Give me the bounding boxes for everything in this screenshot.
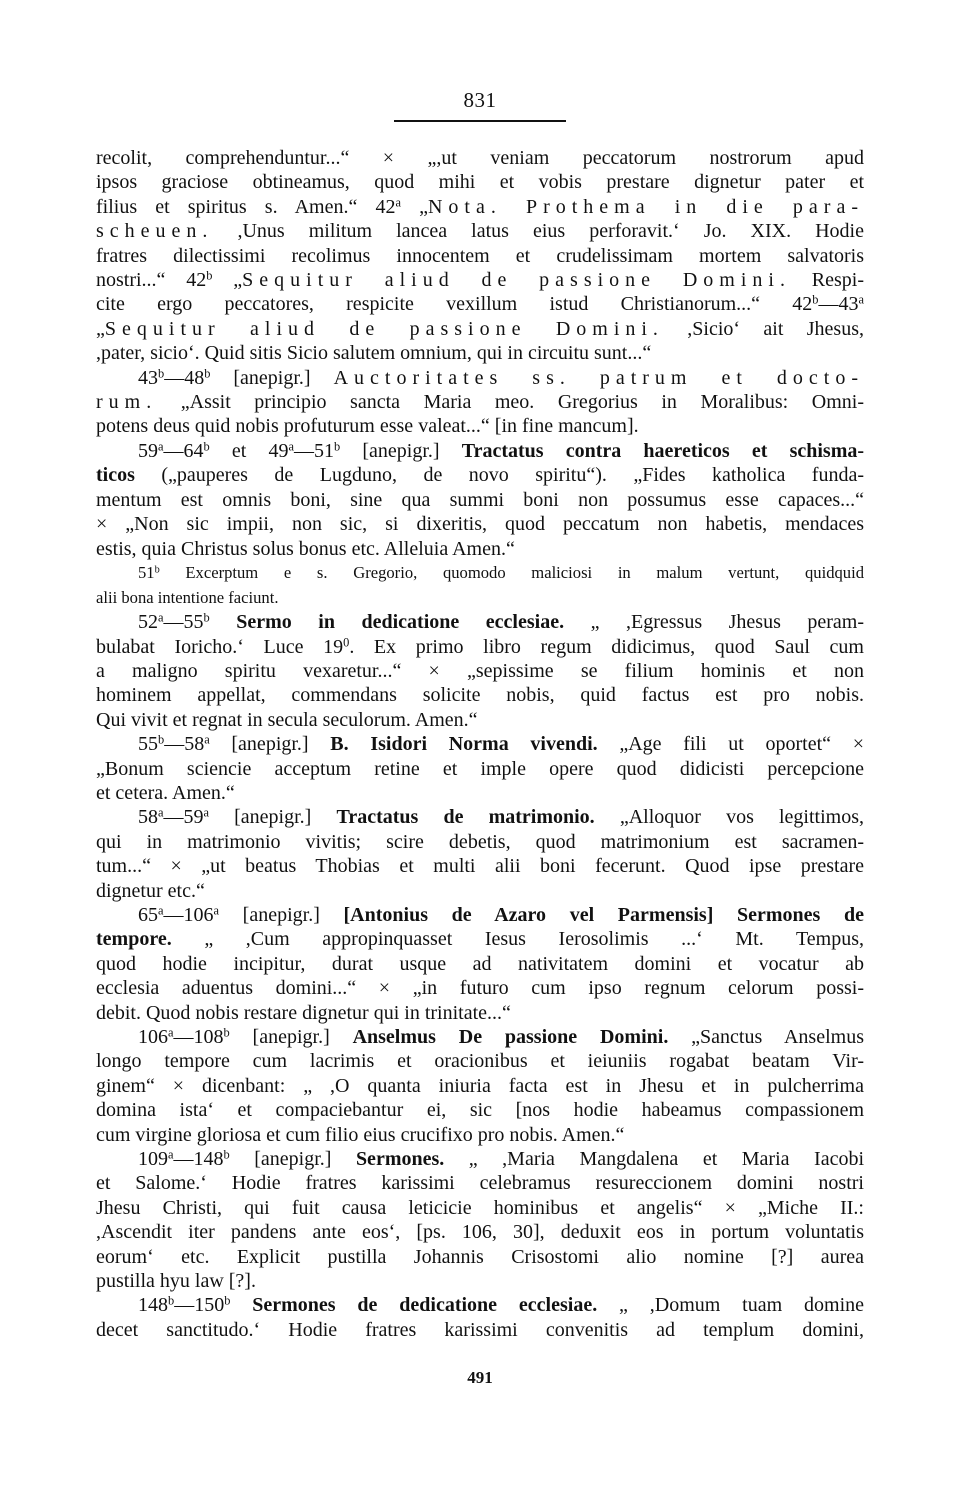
text-segment: 55: [138, 733, 158, 756]
text-line: [96, 635, 864, 659]
text-segment: —55: [163, 611, 204, 634]
text-segment: Qui vivit et regnat in secula seculorum. Amen.“: [96, 708, 478, 731]
text-segment: cite ergo peccatores, respicite vexillum istud Christianorum...“ 42: [96, 293, 813, 316]
text-line: [96, 292, 864, 316]
bold-title: Tractatus contra haereticos et schisma-: [461, 439, 865, 462]
text-segment: „Bonum sciencie acceptum retine et imple opere quod didicisti percepcione: [96, 757, 864, 780]
text-line: [96, 244, 864, 268]
bold-title: tempore.: [96, 928, 172, 951]
bold-title: Anselmus De passione Domini.: [352, 1026, 669, 1048]
bold-title: ticos: [96, 464, 135, 487]
superscript: b: [204, 366, 211, 381]
header-rule: [394, 120, 566, 122]
text-line: [96, 195, 864, 219]
text-segment: 65: [138, 903, 158, 926]
text-segment: longo tempore cum lacrimis et oracionibus et ieiuniis rogabat beatam Vir-: [96, 1050, 864, 1073]
text-segment: dignetur etc.“: [96, 879, 205, 902]
text-segment: ,pater, sicio‘. Quid sitis Sicio salutem omnium, qui in circuitu sunt...“: [96, 342, 652, 365]
spaced-heading: Sequitur aliud de passione Domini.: [242, 269, 791, 292]
superscript: a: [858, 293, 864, 307]
text-segment: et 49: [209, 439, 289, 462]
bold-title: [Antonius de Azaro vel Parmensis] Sermones de: [343, 903, 864, 926]
text-segment: „: [400, 195, 428, 218]
bold-title: Tractatus de matrimonio.: [336, 806, 595, 829]
text-segment: Jhesu Christi, qui fuit causa leticicie hominibus et angelis“ × „Miche II.:: [96, 1196, 864, 1219]
superscript: b: [203, 439, 210, 454]
text-segment: 58: [138, 806, 158, 829]
text-segment: —59: [163, 806, 204, 829]
text-segment: 59: [138, 439, 158, 462]
text-segment: Respi-: [790, 269, 865, 292]
text-segment: recolit, comprehenduntur...“ × „,ut veniam peccatorum nostrorum apud: [96, 147, 864, 169]
catalogue-text: [96, 146, 864, 1342]
text-line: [96, 854, 864, 878]
text-segment: mentum est omnis boni, sine qua summi boni non possumus esse capaces...“: [96, 488, 864, 511]
text-segment: Excerptum e s. Gregorio, quomodo maliciosi in malum vertunt, quidquid: [159, 562, 864, 582]
text-line: [96, 1171, 864, 1195]
text-segment: fratres dilectissimi recolimus innocentem et crudelissimam mortem salvatoris: [96, 244, 864, 267]
text-segment: 106: [138, 1026, 168, 1048]
superscript: b: [158, 366, 165, 381]
text-segment: 51: [138, 562, 155, 582]
superscript: b: [168, 1294, 175, 1309]
text-segment: quod hodie incipitur, durat usque ad nativitatem domini et vocatur ab: [96, 952, 864, 975]
bold-title: Sermo in dedicatione ecclesiae.: [236, 611, 565, 634]
superscript: a: [158, 610, 164, 625]
superscript: b: [203, 610, 210, 625]
text-line: [96, 976, 864, 1000]
text-segment: —51: [293, 439, 334, 462]
text-segment: tum...“ × „ut beatus Thobias et multi alii boni fecerunt. Quod ipse prestare: [96, 855, 864, 878]
text-line: [96, 1123, 864, 1147]
text-segment: 52: [138, 611, 158, 634]
text-segment: bulabat Ioricho.‘ Luce 19: [96, 635, 344, 658]
text-line: [96, 757, 864, 781]
superscript: b: [206, 268, 213, 283]
bold-title: B. Isidori Norma vivendi.: [330, 733, 598, 756]
text-segment: 148: [138, 1294, 168, 1317]
text-segment: qui in matrimonio vivitis; scire debetis, quod matrimonium est sacramen-: [96, 830, 864, 853]
spaced-heading: rum.: [96, 391, 158, 414]
text-line: [96, 1025, 864, 1049]
text-line: [96, 341, 864, 365]
text-line: [96, 610, 864, 634]
page-footer: [0, 1368, 960, 1388]
text-line: [96, 586, 864, 611]
text-line: [96, 1293, 864, 1317]
text-line: [96, 463, 864, 487]
text-segment: —150: [174, 1294, 225, 1317]
superscript: a: [168, 1147, 174, 1162]
text-line: [96, 170, 864, 194]
superscript: b: [223, 1025, 230, 1040]
text-line: [96, 1049, 864, 1073]
superscript: 0: [343, 635, 350, 650]
text-segment: [anepigr.]: [210, 366, 334, 389]
superscript: b: [154, 564, 160, 576]
superscript: a: [168, 1025, 174, 1040]
text-segment: a maligno spiritu vexaretur...“ × „sepissime se filium hominis et non: [96, 659, 864, 682]
text-segment: × „Non sic impii, non sic, si dixeritis, quod peccatum non habetis, mendaces: [96, 513, 864, 536]
superscript: a: [158, 903, 164, 918]
superscript: a: [213, 903, 219, 918]
text-segment: —108: [173, 1026, 224, 1048]
superscript: b: [223, 1147, 230, 1162]
text-segment: „ ,Egressus Jhesus peram-: [564, 611, 865, 634]
superscript: a: [288, 439, 294, 454]
text-line: [96, 366, 864, 390]
spaced-heading: Sequitur aliud de passione Domini.: [104, 317, 664, 340]
text-segment: ,Sicio‘ ait Jhesus,: [663, 317, 864, 340]
text-line: [96, 268, 864, 292]
text-line: [96, 537, 864, 561]
bold-title: Sermones.: [355, 1148, 445, 1171]
text-line: [96, 1196, 864, 1220]
page-number: 831: [463, 88, 497, 112]
text-line: [96, 708, 864, 732]
text-segment: cum virgine gloriosa et cum filio eius crucifixo pro nobis. Amen.“: [96, 1123, 625, 1146]
superscript: a: [158, 805, 164, 820]
text-segment: —48: [164, 366, 205, 389]
text-segment: —64: [163, 439, 204, 462]
text-line: [96, 414, 864, 438]
text-segment: et Salome.‘ Hodie fratres karissimi celebramus resureccionem domini nostri: [96, 1172, 864, 1195]
text-segment: [anepigr.]: [229, 1026, 353, 1048]
text-line: [96, 146, 864, 170]
text-segment: decet sanctitudo.‘ Hodie fratres karissimi convenitis ad templum domini,: [96, 1318, 864, 1341]
text-line: [96, 879, 864, 903]
text-line: [96, 1269, 864, 1293]
text-segment: nostri...“ 42: [96, 269, 207, 292]
text-segment: estis, quia Christus solus bonus etc. Alleluia Amen.“: [96, 537, 515, 560]
text-segment: 43: [138, 366, 158, 389]
text-line: [96, 732, 864, 756]
text-line: [96, 659, 864, 683]
text-line: [96, 1318, 864, 1342]
text-segment: 109: [138, 1148, 168, 1171]
text-segment: „ ,Domum tuam domine: [597, 1294, 865, 1317]
text-line: [96, 1220, 864, 1244]
spaced-heading: Nota. Prothema in die para-: [427, 195, 864, 218]
text-line: [96, 1245, 864, 1269]
text-segment: ecclesia aduentus domini...“ × „in futuro cum ipso regnum celorum possi-: [96, 977, 864, 1000]
text-segment: „: [212, 269, 243, 292]
text-segment: [anepigr.]: [340, 439, 462, 462]
text-line: [96, 1098, 864, 1122]
superscript: a: [204, 732, 210, 747]
text-segment: —148: [173, 1148, 224, 1171]
text-segment: „ ,Maria Mangdalena et Maria Iacobi: [444, 1148, 865, 1171]
text-segment: pustilla hyu law [?].: [96, 1270, 256, 1293]
text-line: [96, 488, 864, 512]
text-segment: [anepigr.]: [209, 733, 331, 756]
bold-title: Sermones de dedicatione ecclesiae.: [252, 1294, 598, 1317]
text-segment: —43: [818, 293, 859, 316]
text-line: [96, 683, 864, 707]
text-segment: „Sanctus Anselmus: [668, 1026, 864, 1048]
superscript: a: [395, 195, 401, 210]
text-line: [96, 927, 864, 951]
text-segment: debit. Quod nobis restare dignetur qui in trinitate...“: [96, 1001, 511, 1024]
text-segment: ginem“ × dicenbant: „ ,O quanta iniuria facta est in Jhesu et in pulcherrima: [96, 1074, 864, 1097]
superscript: a: [203, 805, 209, 820]
text-segment: hominem appellat, commendans solicite nobis, quid factus est pro nobis.: [96, 684, 864, 707]
text-segment: ipsos graciose obtineamus, quod mihi et vobis prestare dignetur pater et: [96, 171, 864, 194]
text-segment: [anepigr.]: [229, 1148, 356, 1171]
text-line: [96, 1074, 864, 1098]
text-segment: („pauperes de Lugduno, de novo spiritu“). „Fides katholica funda-: [134, 464, 864, 487]
spaced-heading: scheuen.: [96, 220, 214, 243]
text-segment: „Age fili ut oportet“ ×: [597, 733, 865, 756]
page-header: [0, 88, 960, 113]
text-segment: —58: [164, 733, 205, 756]
text-line: [96, 805, 864, 829]
superscript: b: [333, 439, 341, 454]
text-segment: domina ista‘ et compaciebantur ei, sic [nos hodie habeamus compassionem: [96, 1099, 864, 1122]
text-line: [96, 390, 864, 414]
text-segment: [anepigr.]: [209, 806, 337, 829]
text-segment: [anepigr.]: [219, 903, 344, 926]
text-segment: „ ,Cum appropinquasset Iesus Ierosolimis ...‘ Mt. Tempus,: [171, 928, 864, 951]
text-segment: . Ex primo libro regum didicimus, quod Saul cum: [349, 635, 864, 658]
text-segment: alii bona intentione faciunt.: [96, 587, 279, 607]
text-line: [96, 219, 864, 243]
text-line: [96, 952, 864, 976]
text-segment: potens deus quid nobis profuturum esse valeat...“ [in fine mancum].: [96, 415, 639, 438]
superscript: b: [158, 732, 165, 747]
text-line: [96, 317, 864, 341]
superscript: b: [812, 293, 819, 307]
text-segment: et cetera. Amen.“: [96, 781, 235, 804]
text-line: [96, 781, 864, 805]
spaced-heading: Auctoritates ss. patrum et docto-: [333, 366, 864, 389]
text-segment: filius et spiritus s. Amen.“ 42: [96, 195, 396, 218]
text-line: [96, 439, 864, 463]
superscript: a: [158, 439, 164, 454]
text-line: [96, 561, 864, 586]
text-segment: [210, 611, 237, 633]
text-segment: „Alloquor vos legittimos,: [594, 806, 864, 829]
text-segment: eorum‘ etc. Explicit pustilla Johannis Crisostomi alio nomine [?] aurea: [96, 1245, 864, 1268]
footer-number: 491: [467, 1368, 493, 1387]
text-line: [96, 1147, 864, 1171]
superscript: b: [224, 1294, 231, 1309]
text-line: [96, 512, 864, 536]
text-segment: ,Unus militum lancea latus eius perforavit.‘ Jo. XIX. Hodie: [213, 220, 864, 243]
text-segment: „: [96, 317, 105, 340]
text-line: [96, 1001, 864, 1025]
text-line: [96, 830, 864, 854]
text-segment: ,Ascendit iter pandens ante eos‘, [ps. 106, 30], deduxit eos in portum voluntatis: [96, 1221, 864, 1244]
text-line: [96, 903, 864, 927]
text-segment: —106: [163, 903, 214, 926]
text-segment: „Assit principio sancta Maria meo. Gregorius in Moralibus: Omni-: [157, 391, 864, 414]
text-segment: [230, 1294, 252, 1316]
